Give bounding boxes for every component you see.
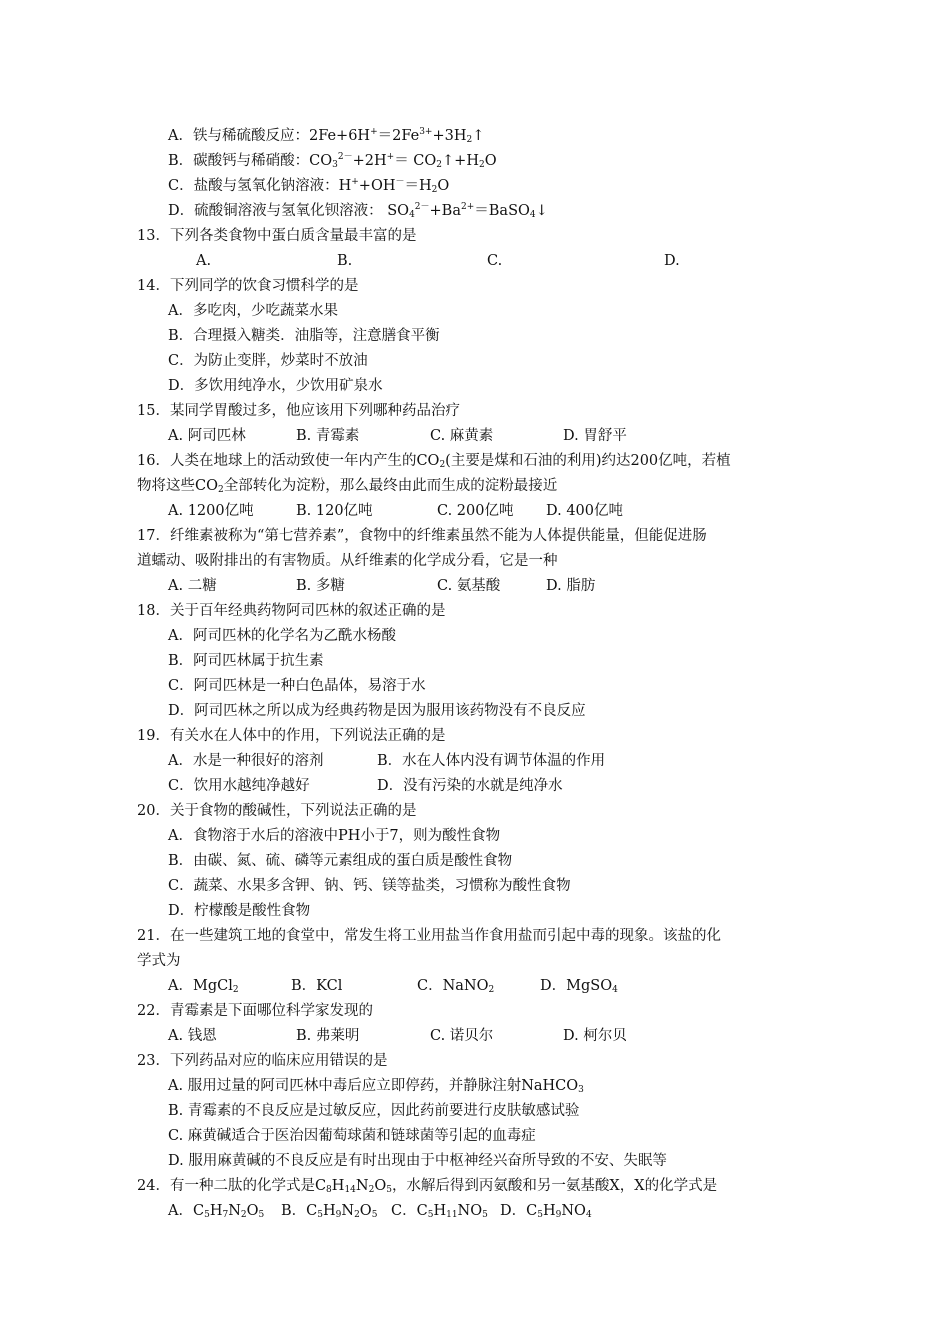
q20-option-b: B．由碳、氮、硫、磷等元素组成的蛋白质是酸性食物 <box>168 853 513 869</box>
q14-stem: 14．下列同学的饮食习惯科学的是 <box>137 278 359 294</box>
q24-option-a: A．$C_5H_7N_2O_5$ <box>168 1203 265 1220</box>
q18-option-c: C．阿司匹林是一种白色晶体，易溶于水 <box>168 678 426 694</box>
q23-option-b: B. 青霉素的不良反应是过敏反应，因此药前要进行皮肤敏感试验 <box>168 1103 580 1119</box>
q22-option-c: C. 诺贝尔 <box>430 1028 494 1044</box>
q20-stem: 20．关于食物的酸碱性，下列说法正确的是 <box>137 803 417 819</box>
q12-option-d: D．硫酸铜溶液与氢氧化钡溶液： $SO_4^{2-}+Ba^{2+}=BaSO_4↓$ <box>168 202 548 220</box>
q22-stem: 22．青霉素是下面哪位科学家发现的 <box>137 1003 373 1019</box>
q21-option-b: B．KCl <box>291 978 343 994</box>
q22-option-b: B. 弗莱明 <box>296 1028 360 1044</box>
q17-option-d: D. 脂肪 <box>546 578 596 594</box>
q14-option-c: C．为防止变胖，炒菜时不放油 <box>168 353 368 369</box>
q16-option-d: D. 400亿吨 <box>546 503 624 519</box>
q13-option-b: B. <box>337 253 353 269</box>
q23-option-d: D. 服用麻黄碱的不良反应是有时出现由于中枢神经兴奋所导致的不安、失眠等 <box>168 1153 667 1169</box>
q20-option-d: D．柠檬酸是酸性食物 <box>168 903 311 919</box>
q17-option-b: B. 多糖 <box>296 578 345 594</box>
q13-option-a: A. <box>196 253 212 269</box>
q19-option-a: A．水是一种很好的溶剂 <box>168 753 324 769</box>
q21-stem-line1: 21．在一些建筑工地的食堂中，常发生将工业用盐当作食用盐而引起中毒的现象。该盐的化 <box>137 928 721 944</box>
q18-option-d: D．阿司匹林之所以成为经典药物是因为服用该药物没有不良反应 <box>168 703 586 719</box>
q12-option-a: A．铁与稀硫酸反应：$2Fe+6H^+=2Fe^{3+}+3H_2↑$ <box>168 127 485 145</box>
q22-option-a: A. 钱恩 <box>168 1028 217 1044</box>
q21-stem-line2: 学式为 <box>137 953 181 969</box>
q18-option-a: A．阿司匹林的化学名为乙酰水杨酸 <box>168 628 396 644</box>
q12-option-b: B．碳酸钙与稀硝酸：$CO_3^{2-}+2H^+=$ $CO_2↑+H_2O$ <box>168 152 497 170</box>
q22-option-d: D. 柯尔贝 <box>563 1028 627 1044</box>
q21-option-d: D．MgSO$_4$ <box>540 978 618 995</box>
q16-stem-line2: 物将这些$CO_2$全部转化为淀粉，那么最终由此而生成的淀粉最接近 <box>137 478 558 495</box>
q23-stem: 23．下列药品对应的临床应用错误的是 <box>137 1053 388 1069</box>
q16-option-c: C. 200亿吨 <box>437 503 514 519</box>
q14-option-a: A．多吃肉，少吃蔬菜水果 <box>168 303 338 319</box>
q23-option-c: C. 麻黄碱适合于医治因葡萄球菌和链球菌等引起的血毒症 <box>168 1128 536 1144</box>
q13-stem: 13．下列各类食物中蛋白质含量最丰富的是 <box>137 228 417 244</box>
q20-option-c: C．蔬菜、水果多含钾、钠、钙、镁等盐类，习惯称为酸性食物 <box>168 878 571 894</box>
q23-option-a: A. 服用过量的阿司匹林中毒后应立即停药，并静脉注射NaHCO$_3$ <box>168 1078 584 1095</box>
q18-option-b: B．阿司匹林属于抗生素 <box>168 653 324 669</box>
q17-option-a: A. 二糖 <box>168 578 217 594</box>
q15-option-d: D. 胃舒平 <box>563 428 627 444</box>
q24-option-c: C．$C_5H_{11}NO_5$ <box>391 1203 488 1220</box>
q20-option-a: A．食物溶于水后的溶液中PH小于7，则为酸性食物 <box>168 828 501 844</box>
q15-option-b: B. 青霉素 <box>296 428 360 444</box>
q24-stem: 24．有一种二肽的化学式是$C_8H_{14}N_2O_5$，水解后得到丙氨酸和另一氨基酸X，X的化学式是 <box>137 1178 718 1195</box>
q24-option-d: D．$C_5H_9NO_4$ <box>500 1203 592 1220</box>
q21-option-c: C．NaNO$_2$ <box>417 978 495 995</box>
q17-option-c: C. 氨基酸 <box>437 578 501 594</box>
q24-option-b: B．$C_5H_9N_2O_5$ <box>281 1203 378 1220</box>
q15-stem: 15．某同学胃酸过多，他应该用下列哪种药品治疗 <box>137 403 460 419</box>
q21-option-a: A．MgCl$_2$ <box>168 978 239 995</box>
q16-stem-line1: 16．人类在地球上的活动致使一年内产生的$CO_2$(主要是煤和石油的利用)约达200亿吨，若植 <box>137 453 731 470</box>
q15-option-a: A. 阿司匹林 <box>168 428 246 444</box>
q15-option-c: C. 麻黄素 <box>430 428 494 444</box>
q19-option-c: C．饮用水越纯净越好 <box>168 778 310 794</box>
q13-option-d: D. <box>664 253 680 269</box>
q14-option-b: B．合理摄入糖类．油脂等，注意膳食平衡 <box>168 328 440 344</box>
q19-stem: 19．有关水在人体中的作用，下列说法正确的是 <box>137 728 446 744</box>
q17-stem-line2: 道蠕动、吸附排出的有害物质。从纤维素的化学成分看，它是一种 <box>137 553 558 569</box>
q18-stem: 18．关于百年经典药物阿司匹林的叙述正确的是 <box>137 603 446 619</box>
q14-option-d: D．多饮用纯净水，少饮用矿泉水 <box>168 378 383 394</box>
q19-option-b: B．水在人体内没有调节体温的作用 <box>377 753 606 769</box>
q16-option-a: A. 1200亿吨 <box>168 503 254 519</box>
q19-option-d: D．没有污染的水就是纯净水 <box>377 778 563 794</box>
q16-option-b: B. 120亿吨 <box>296 503 373 519</box>
q17-stem-line1: 17．纤维素被称为“第七营养素”，食物中的纤维素虽然不能为人体提供能量，但能促进肠 <box>137 528 707 544</box>
q12-option-c: C．盐酸与氢氧化钠溶液：$H^++OH^-=H_2O$ <box>168 177 450 195</box>
q13-option-c: C. <box>487 253 503 269</box>
